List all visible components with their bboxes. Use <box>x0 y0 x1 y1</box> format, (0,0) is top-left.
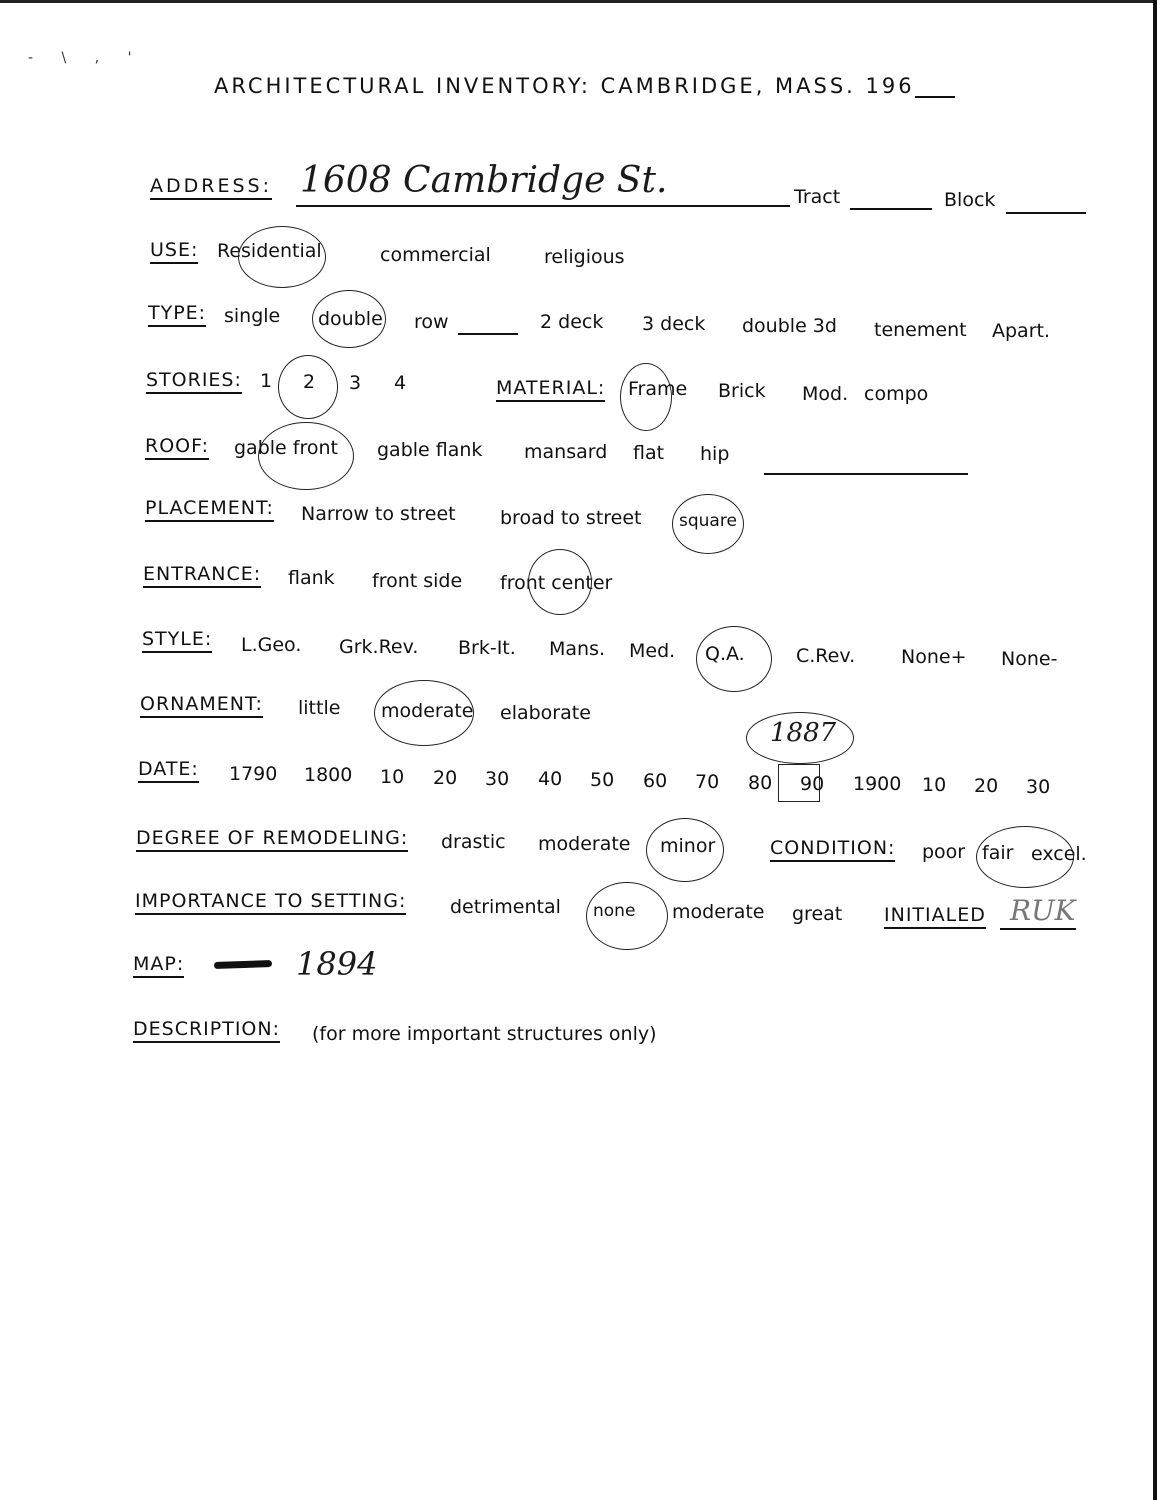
initialed-value[interactable]: RUK <box>1010 894 1076 927</box>
date-option-80[interactable]: 80 <box>748 772 773 794</box>
roof-label: ROOF: <box>145 435 209 460</box>
style-option-brkit[interactable]: Brk-It. <box>458 637 516 659</box>
material-option-compo[interactable]: compo <box>864 383 929 405</box>
stories-option-3[interactable]: 3 <box>349 372 362 394</box>
form-title <box>214 74 955 98</box>
roof-option-hip[interactable]: hip <box>700 443 730 465</box>
type-option-tenement[interactable]: tenement <box>874 319 967 341</box>
type-option-apart[interactable]: Apart. <box>992 320 1051 342</box>
placement-label: PLACEMENT: <box>145 497 274 522</box>
date-option-1790[interactable]: 1790 <box>229 763 278 785</box>
date-option-70[interactable]: 70 <box>695 771 720 793</box>
roof-option-gable-front[interactable]: gable front <box>234 437 338 459</box>
use-label: USE: <box>150 239 198 264</box>
scan-specks: - \ , ' <box>28 50 144 66</box>
importance-option-moderate[interactable]: moderate <box>672 901 765 923</box>
roof-option-gable-flank[interactable]: gable flank <box>377 439 483 461</box>
date-option-30[interactable]: 30 <box>485 768 510 790</box>
importance-label: IMPORTANCE TO SETTING: <box>135 890 406 915</box>
style-label: STYLE: <box>142 628 212 653</box>
roof-option-mansard[interactable]: mansard <box>524 441 608 463</box>
importance-option-none[interactable]: none <box>593 901 636 921</box>
style-option-grkrev[interactable]: Grk.Rev. <box>339 636 419 658</box>
block-blank[interactable] <box>1006 212 1086 214</box>
style-option-lgeo[interactable]: L.Geo. <box>241 634 302 656</box>
address-line <box>296 205 790 207</box>
style-option-none-plus[interactable]: None+ <box>901 646 967 668</box>
condition-option-fair[interactable]: fair <box>982 842 1014 864</box>
remodeling-option-minor[interactable]: minor <box>660 835 716 857</box>
row-blank[interactable] <box>458 333 518 335</box>
ornament-option-little[interactable]: little <box>298 697 341 719</box>
description-note: (for more important structures only) <box>312 1023 657 1045</box>
date-option-1910[interactable]: 10 <box>922 774 947 796</box>
material-option-frame[interactable]: Frame <box>628 378 688 400</box>
placement-option-narrow[interactable]: Narrow to street <box>301 503 456 525</box>
date-option-10[interactable]: 10 <box>380 766 405 788</box>
scan-edge-top <box>0 0 1157 3</box>
initialed-line <box>1000 928 1076 930</box>
date-option-50[interactable]: 50 <box>590 769 615 791</box>
remodeling-option-moderate[interactable]: moderate <box>538 833 631 855</box>
style-option-med[interactable]: Med. <box>629 640 676 662</box>
roof-option-flat[interactable]: flat <box>633 442 665 464</box>
style-option-qa[interactable]: Q.A. <box>705 643 745 665</box>
ornament-option-elaborate[interactable]: elaborate <box>500 702 591 724</box>
material-label: MATERIAL: <box>496 377 605 402</box>
roof-other-blank[interactable] <box>764 473 968 475</box>
scan-edge-right <box>1153 0 1157 1500</box>
condition-option-poor[interactable]: poor <box>922 841 966 863</box>
type-option-double3d[interactable]: double 3d <box>742 315 837 337</box>
date-option-20[interactable]: 20 <box>433 767 458 789</box>
date-selection-box <box>778 764 820 802</box>
entrance-option-flank[interactable]: flank <box>288 567 335 589</box>
importance-option-great[interactable]: great <box>792 903 843 925</box>
placement-option-square[interactable]: square <box>679 511 737 531</box>
condition-label: CONDITION: <box>770 837 895 862</box>
placement-option-broad[interactable]: broad to street <box>500 507 642 529</box>
form-title-text: ARCHITECTURAL INVENTORY: CAMBRIDGE, MASS. 196 <box>214 74 915 98</box>
tract-blank[interactable] <box>850 208 932 210</box>
material-option-mod[interactable]: Mod. <box>802 383 849 405</box>
entrance-label: ENTRANCE: <box>143 563 261 588</box>
date-option-1920[interactable]: 20 <box>974 775 999 797</box>
type-label: TYPE: <box>148 302 206 327</box>
stories-label: STORIES: <box>146 369 242 394</box>
style-option-crev[interactable]: C.Rev. <box>796 645 856 667</box>
entrance-option-front-center[interactable]: front center <box>500 572 613 594</box>
style-option-mans[interactable]: Mans. <box>549 638 606 660</box>
date-option-90[interactable]: 90 <box>800 773 825 795</box>
type-option-row[interactable]: row <box>414 311 449 333</box>
importance-option-detrimental[interactable]: detrimental <box>450 896 561 918</box>
date-label: DATE: <box>138 758 199 783</box>
remodeling-option-drastic[interactable]: drastic <box>441 831 506 853</box>
remodeling-label: DEGREE OF REMODELING: <box>136 827 408 852</box>
date-option-1930[interactable]: 30 <box>1026 776 1051 798</box>
year-blank <box>915 74 955 98</box>
type-option-single[interactable]: single <box>224 305 281 327</box>
date-option-1900[interactable]: 1900 <box>853 773 902 795</box>
address-label: ADDRESS: <box>150 175 272 200</box>
stories-option-1[interactable]: 1 <box>260 370 273 392</box>
style-option-none-minus[interactable]: None- <box>1001 648 1058 670</box>
date-option-40[interactable]: 40 <box>538 768 563 790</box>
map-scribble-mark <box>214 960 272 969</box>
material-option-brick[interactable]: Brick <box>718 380 766 402</box>
stories-option-4[interactable]: 4 <box>394 372 407 394</box>
stories-option-2[interactable]: 2 <box>303 371 316 393</box>
map-label: MAP: <box>133 953 184 978</box>
block-label: Block <box>944 189 996 211</box>
ornament-label: ORNAMENT: <box>140 693 263 718</box>
use-option-religious[interactable]: religious <box>544 246 625 268</box>
condition-option-excel[interactable]: excel. <box>1031 843 1087 865</box>
type-option-3deck[interactable]: 3 deck <box>642 313 706 335</box>
description-label: DESCRIPTION: <box>133 1018 280 1043</box>
type-option-2deck[interactable]: 2 deck <box>540 311 604 333</box>
use-option-residential[interactable]: Residential <box>217 240 322 262</box>
tract-label: Tract <box>794 186 841 208</box>
address-value[interactable]: 1608 Cambridge St. <box>300 160 668 201</box>
map-value[interactable]: 1894 <box>296 945 378 983</box>
date-handwritten[interactable]: 1887 <box>770 718 837 748</box>
entrance-option-front-side[interactable]: front side <box>372 570 463 592</box>
date-option-1800[interactable]: 1800 <box>304 764 353 786</box>
date-option-60[interactable]: 60 <box>643 770 668 792</box>
use-option-commercial[interactable]: commercial <box>380 244 491 266</box>
ornament-option-moderate[interactable]: moderate <box>381 700 474 722</box>
type-option-double[interactable]: double <box>318 308 383 330</box>
initialed-label: INITIALED <box>884 904 986 929</box>
